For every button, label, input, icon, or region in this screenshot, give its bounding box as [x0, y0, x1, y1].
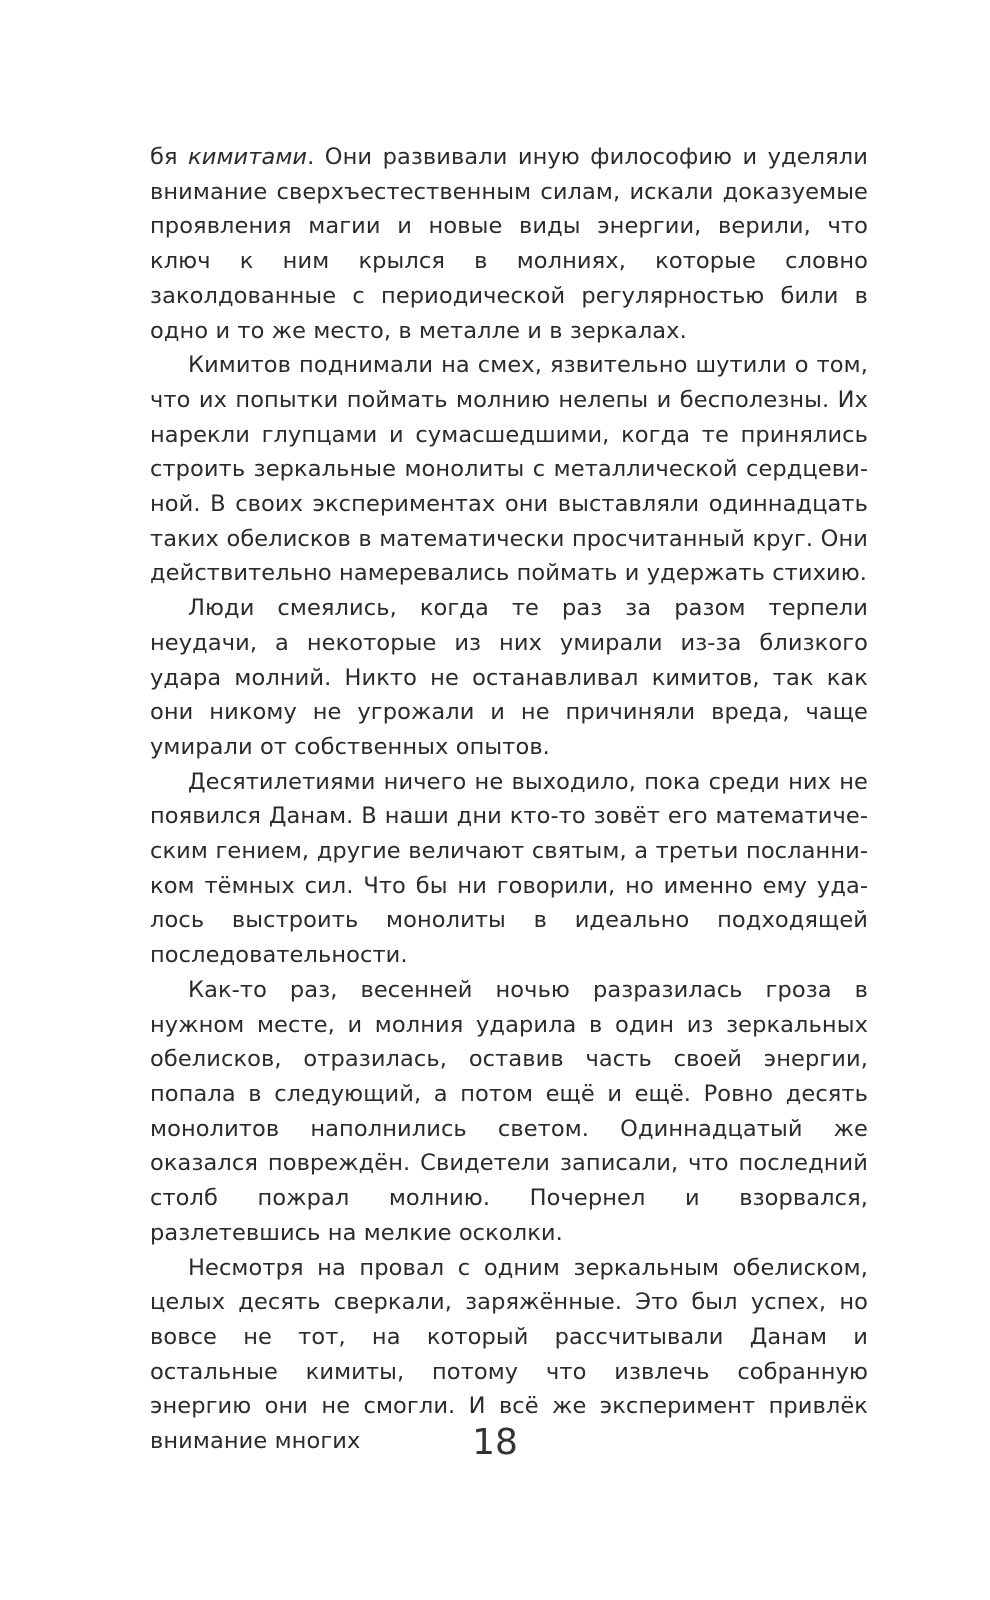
paragraph-3: Люди смеялись, когда те раз за разом терпели неудачи, а некоторые из них умирали из-за близкого удара молний. Никто не останавливал кимитов, так как они никому не угрожали и не причиняли вреда, чаще умирали от собственных опытов. — [150, 595, 868, 760]
paragraph-1-text: . Они развивали иную философию и уделяли внимание сверхъестественным силам, искали доказуемые проявления магии и новые виды энергии, верили, что ключ к ним крылся в молниях, которые словно заколдованные с периодической регулярностью били в одно и то же место, в металле и в зеркалах. — [150, 144, 868, 344]
paragraph-1-lead: бя — [150, 144, 189, 170]
paragraph-4: Десятилетиями ничего не выходило, пока среди них не появился Данам. В наши дни кто-то зовёт его математическим гением, другие величают святым, а третьи посланником тёмных сил. Что бы ни говорили, но именно ему удалось выстроить монолиты в идеально подходящей последовательности. — [150, 768, 868, 969]
paragraph-5: Как-то раз, весенней ночью разразилась гроза в нужном месте, и молния ударила в один из зеркальных обелисков, отразилась, оставив часть своей энергии, попала в следующий, а потом ещё и ещё. Ровно десять монолитов наполнились светом. Одиннадцатый же оказался повреждён. Свидетели записали, что последний столб пожрал молнию. Почернел и взорвался, разлетевшись на мелкие осколки. — [150, 976, 868, 1246]
paragraph-2: Кимитов поднимали на смех, язвительно шутили о том, что их попытки поймать молнию нелепы и бесполезны. Их нарекли глупцами и сумасшедшими, когда те принялись строить зеркальные монолиты с металлической сердцевиной. В своих экспериментах они выставляли одиннадцать таких обелисков в математически просчитанный круг. Они действительно намеревались поймать и удержать стихию. — [150, 352, 868, 587]
paragraph-1 — [150, 140, 868, 348]
body-text — [150, 140, 868, 1459]
page-number: 18 — [472, 1422, 518, 1463]
paragraph-6: Несмотря на провал с одним зеркальным обелиском, целых десять сверкали, заряжённые. Это был успех, но вовсе не тот, на который рассчитывали Данам и остальные кимиты, потому что извлечь собранную энергию они не смогли. И всё же эксперимент привлёк внимание многих — [150, 1254, 868, 1455]
emphasized-term: кимитами — [188, 144, 308, 170]
